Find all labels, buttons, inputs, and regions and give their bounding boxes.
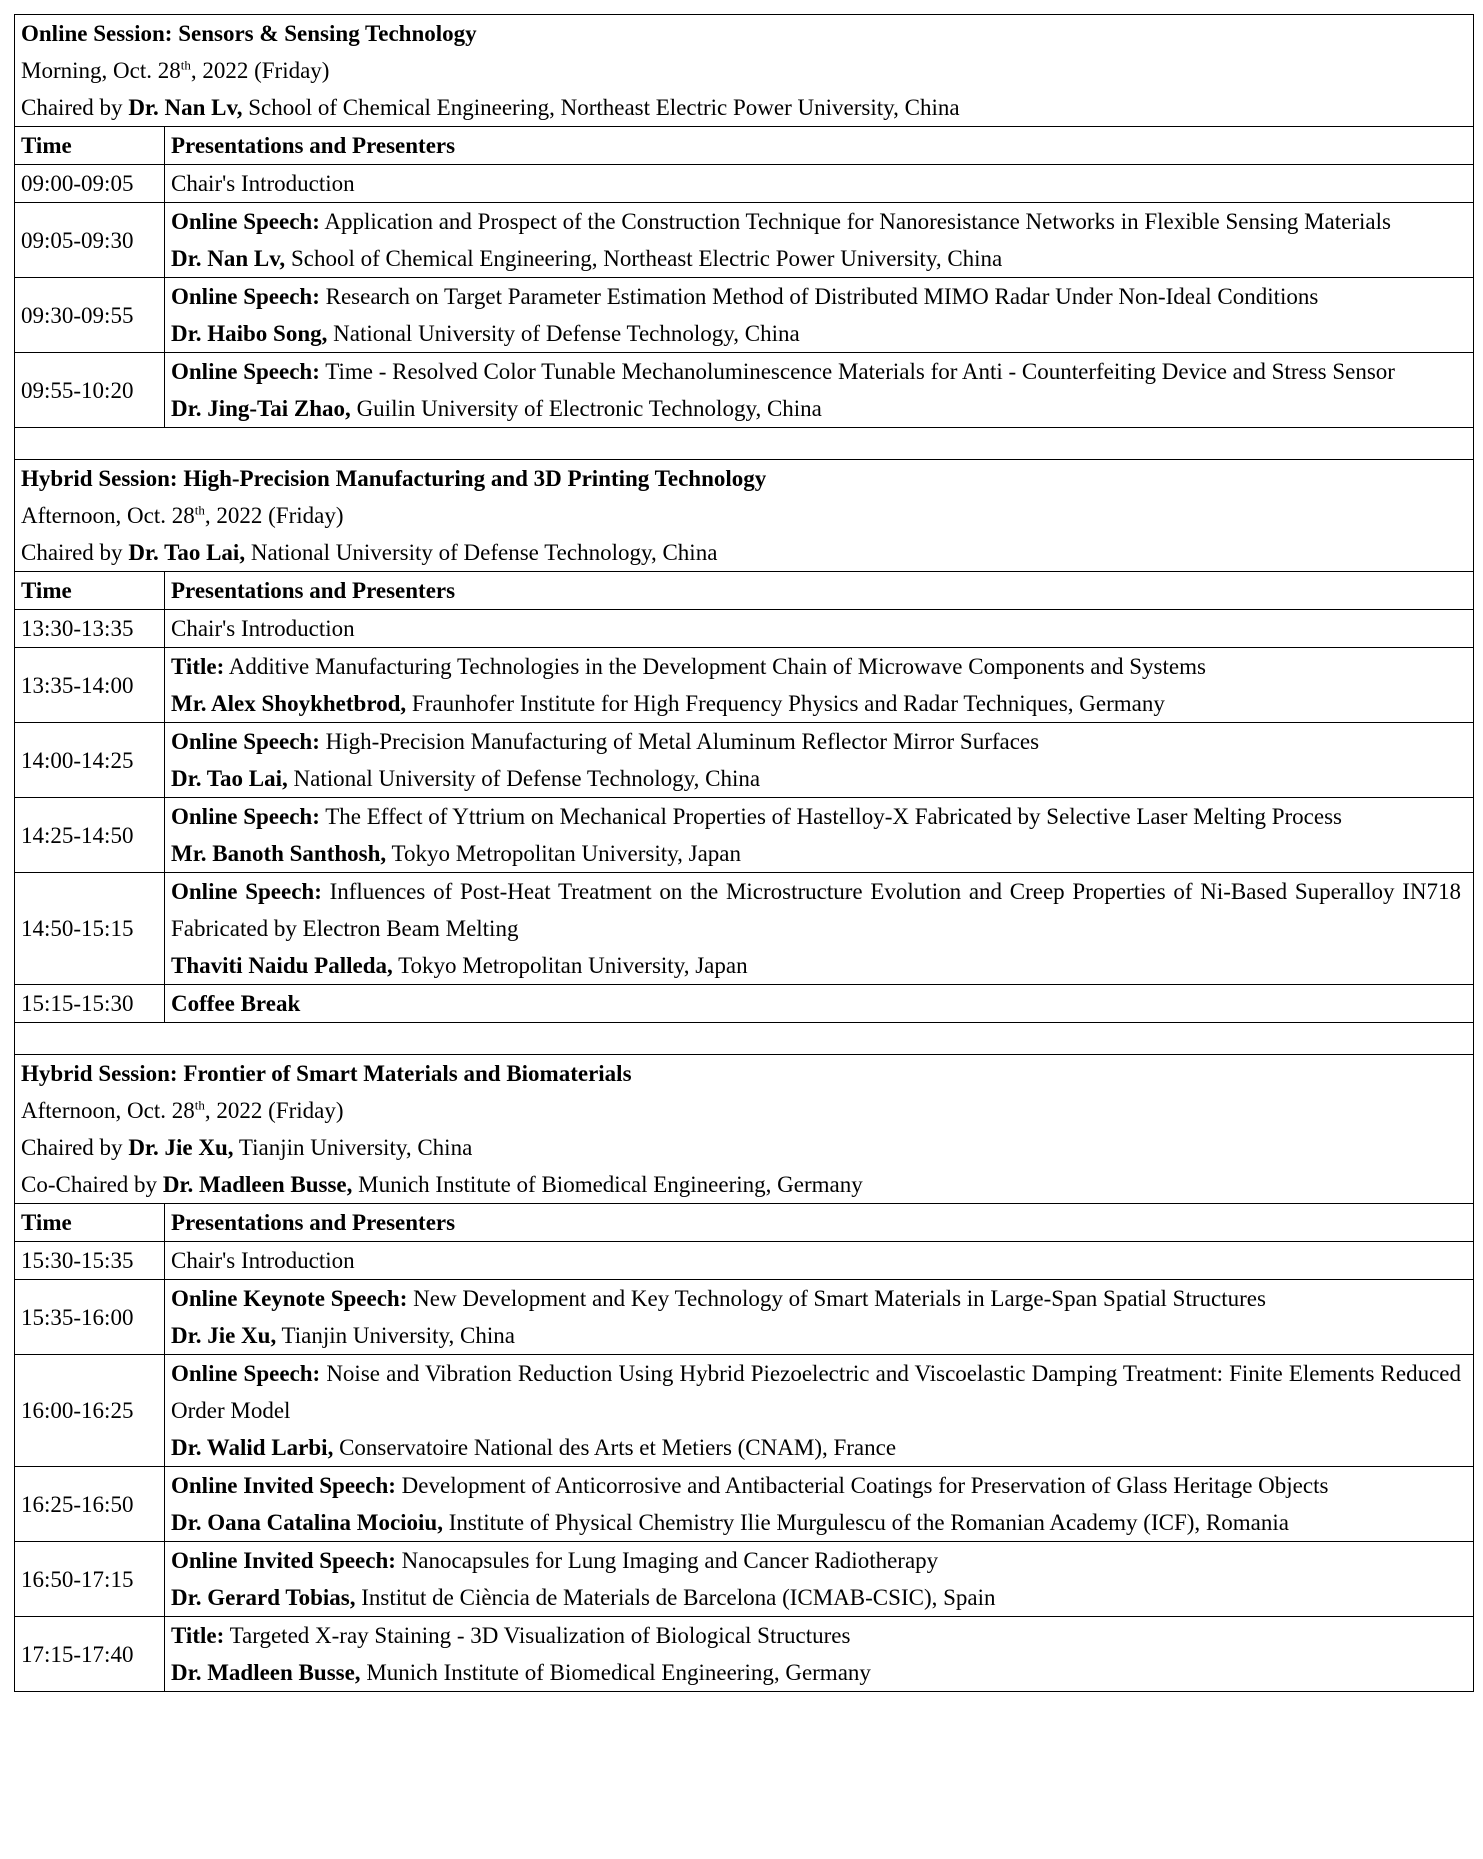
time-cell [15,165,165,203]
talk-type-label: Online Speech: [171,359,320,384]
time-cell [15,985,165,1023]
chair-affiliation: School of Chemical Engineering, Northeast Electric Power University, China [242,95,960,120]
talk-title-line [171,1617,1461,1654]
time-slot: 15:15-15:30 [21,991,134,1016]
presentation-cell [165,723,1474,798]
presentations-header-label: Presentations and Presenters [171,578,456,603]
talk-title: Research on Target Parameter Estimation Method of Distributed MIMO Radar Under Non-Ideal Conditions [319,284,1319,309]
time-column-header [15,127,165,165]
chair-name: Dr. Jie Xu, [128,1135,234,1160]
session-title-line [21,460,1461,497]
time-slot: 09:05-09:30 [21,227,134,253]
presentation-cell [165,610,1474,648]
schedule-row [15,1242,1474,1280]
time-slot: 15:35-16:00 [21,1304,134,1330]
time-cell [15,798,165,873]
presenter-name: Dr. Gerard Tobias, [171,1585,356,1610]
presenter-line [171,1429,1461,1466]
time-header-label: Time [21,133,72,158]
time-slot: 09:55-10:20 [21,377,134,403]
presenter-affiliation: Guilin University of Electronic Technology, China [350,396,822,421]
talk-type-label: Title: [171,1623,225,1648]
session-header-row [15,1055,1474,1204]
presentation-cell [165,1617,1474,1692]
schedule-row [15,985,1474,1023]
session-title-line [21,1055,1461,1092]
talk-title: The Effect of Yttrium on Mechanical Properties of Hastelloy-X Fabricated by Selective Laser Melting Process [319,804,1343,829]
session-chair-line [21,534,1461,571]
talk-title: Targeted X-ray Staining - 3D Visualization of Biological Structures [224,1623,851,1648]
presenter-name: Dr. Nan Lv, [171,246,286,271]
talk-title-line [171,723,1461,760]
presenter-affiliation: Tokyo Metropolitan University, Japan [392,953,748,978]
date-ordinal-suffix: th [180,57,191,73]
talk-title: Time - Resolved Color Tunable Mechanoluminescence Materials for Anti - Counterfeiting Device and Stress Sensor [319,359,1395,384]
presentation-cell [165,648,1474,723]
presenter-line [171,240,1461,277]
session-date-rest: , 2022 (Friday) [204,1098,344,1123]
schedule-row [15,278,1474,353]
talk-title: High-Precision Manufacturing of Metal Aluminum Reflector Mirror Surfaces [319,729,1040,754]
cochair-affiliation: Munich Institute of Biomedical Engineering, Germany [352,1172,863,1197]
presenter-line [171,1654,1461,1691]
schedule-row [15,1355,1474,1467]
chair-prefix: Chaired by [21,540,129,565]
presenter-line [171,1317,1461,1354]
presenter-name: Dr. Jing-Tai Zhao, [171,396,351,421]
talk-type-label: Online Speech: [171,209,320,234]
presentations-header-label: Presentations and Presenters [171,1210,456,1235]
chair-introduction: Chair's Introduction [171,171,355,196]
talk-type-label: Online Speech: [171,879,322,904]
presentation-cell [165,1280,1474,1355]
session-header [15,1055,1474,1204]
presentations-header-label: Presentations and Presenters [171,133,456,158]
schedule-row [15,203,1474,278]
talk-title-line [171,648,1461,685]
presenter-line [171,390,1461,427]
time-slot: 14:50-15:15 [21,916,134,941]
time-cell [15,723,165,798]
presenter-affiliation: National University of Defense Technology, China [327,321,800,346]
presenter-affiliation: Institute of Physical Chemistry Ilie Murgulescu of the Romanian Academy (ICF), Romania [442,1510,1289,1535]
session-header [15,15,1474,127]
presenter-line [171,835,1461,872]
time-slot: 13:35-14:00 [21,672,134,698]
time-cell [15,1467,165,1542]
session-title: Hybrid Session: Frontier of Smart Materials and Biomaterials [21,1061,632,1086]
column-header-row [15,127,1474,165]
presenter-affiliation: Fraunhofer Institute for High Frequency Physics and Radar Techniques, Germany [406,691,1165,716]
talk-title-line [171,1467,1461,1504]
column-header-row [15,1204,1474,1242]
time-slot: 14:00-14:25 [21,747,134,773]
talk-type-label: Online Speech: [171,284,320,309]
time-cell [15,278,165,353]
time-cell [15,873,165,985]
schedule-row [15,1542,1474,1617]
presentations-column-header [165,1204,1474,1242]
talk-title-line [171,873,1461,947]
chair-introduction: Chair's Introduction [171,1248,355,1273]
time-header-label: Time [21,1210,72,1235]
presenter-name: Dr. Jie Xu, [171,1323,277,1348]
presenter-name: Dr. Madleen Busse, [171,1660,361,1685]
schedule-table [14,14,1474,1692]
session-date-rest: , 2022 (Friday) [190,58,330,83]
session-header-row [15,15,1474,127]
talk-type-label: Online Invited Speech: [171,1473,396,1498]
presenter-affiliation: Conservatoire National des Arts et Metiers (CNAM), France [333,1435,897,1460]
talk-title-line [171,1542,1461,1579]
presenter-line [171,315,1461,352]
schedule-row [15,798,1474,873]
presenter-name: Dr. Tao Lai, [171,766,288,791]
presentation-cell [165,1467,1474,1542]
time-slot: 09:00-09:05 [21,171,134,196]
session-spacer-row [15,428,1474,460]
chair-name: Dr. Tao Lai, [128,540,246,565]
presentations-column-header [165,127,1474,165]
schedule-row [15,353,1474,428]
talk-title: Noise and Vibration Reduction Using Hybrid Piezoelectric and Viscoelastic Damping Treatment: Finite Elements Reduced Order Model [171,1361,1461,1423]
coffee-break: Coffee Break [171,991,301,1016]
talk-title-line [171,203,1461,240]
time-cell [15,1242,165,1280]
date-ordinal-suffix: th [194,502,205,518]
schedule-row [15,1617,1474,1692]
time-column-header [15,572,165,610]
presenter-line [171,1579,1461,1616]
presentation-cell [165,873,1474,985]
time-cell [15,610,165,648]
column-header-row [15,572,1474,610]
presenter-line [171,1504,1461,1541]
session-header [15,460,1474,572]
presenter-name: Dr. Haibo Song, [171,321,328,346]
time-column-header [15,1204,165,1242]
presentation-cell [165,278,1474,353]
date-ordinal-suffix: th [194,1097,205,1113]
talk-type-label: Online Speech: [171,804,320,829]
presentation-cell [165,798,1474,873]
time-cell [15,203,165,278]
time-slot: 15:30-15:35 [21,1248,134,1273]
talk-type-label: Title: [171,654,225,679]
talk-type-label: Online Speech: [171,729,320,754]
session-title-line [21,15,1461,52]
time-slot: 16:25-16:50 [21,1491,134,1517]
presenter-line [171,685,1461,722]
schedule-row [15,723,1474,798]
session-spacer-row [15,1023,1474,1055]
time-cell [15,1355,165,1467]
chair-affiliation: Tianjin University, China [233,1135,473,1160]
presenter-name: Mr. Alex Shoykhetbrod, [171,691,407,716]
session-date-rest: , 2022 (Friday) [204,503,344,528]
chair-introduction: Chair's Introduction [171,616,355,641]
chair-prefix: Chaired by [21,1135,129,1160]
schedule-row [15,165,1474,203]
time-cell [15,1280,165,1355]
talk-title: Nanocapsules for Lung Imaging and Cancer Radiotherapy [395,1548,939,1573]
time-slot: 16:00-16:25 [21,1398,134,1423]
time-slot: 14:25-14:50 [21,822,134,848]
time-slot: 09:30-09:55 [21,302,134,328]
session-cochair-line [21,1166,1461,1203]
time-cell [15,1542,165,1617]
cochair-prefix: Co-Chaired by [21,1172,163,1197]
talk-type-label: Online Invited Speech: [171,1548,396,1573]
spacer-cell [15,428,1474,460]
talk-title: Additive Manufacturing Technologies in the Development Chain of Microwave Components and Systems [224,654,1206,679]
session-title: Online Session: Sensors & Sensing Technology [21,21,477,46]
presentation-cell [165,203,1474,278]
chair-name: Dr. Nan Lv, [128,95,243,120]
presenter-affiliation: National University of Defense Technology, China [287,766,761,791]
chair-prefix: Chaired by [21,95,129,120]
presenter-name: Mr. Banoth Santhosh, [171,841,387,866]
talk-title-line [171,1280,1461,1317]
talk-title-line [171,353,1461,390]
talk-type-label: Online Keynote Speech: [171,1286,408,1311]
presentation-cell [165,1355,1474,1467]
presenter-name: Dr. Walid Larbi, [171,1435,334,1460]
presentation-cell [165,353,1474,428]
talk-title: New Development and Key Technology of Smart Materials in Large-Span Spatial Structures [407,1286,1266,1311]
session-date-line [21,52,1461,89]
talk-title: Influences of Post-Heat Treatment on the Microstructure Evolution and Creep Properties of Ni-Based Superalloy IN718 Fabricated by Electron Beam Melting [171,879,1461,941]
time-slot: 17:15-17:40 [21,1641,134,1667]
session-title: Hybrid Session: High-Precision Manufacturing and 3D Printing Technology [21,466,767,491]
presenter-line [171,760,1461,797]
presentations-column-header [165,572,1474,610]
time-slot: 13:30-13:35 [21,616,134,641]
schedule-row [15,1467,1474,1542]
talk-title-line [171,798,1461,835]
presenter-line [171,947,1461,984]
presentation-cell [165,1242,1474,1280]
presenter-name: Thaviti Naidu Palleda, [171,953,393,978]
schedule-row [15,648,1474,723]
talk-title: Development of Anticorrosive and Antibacterial Coatings for Preservation of Glass Heritage Objects [395,1473,1329,1498]
schedule-row [15,873,1474,985]
time-slot: 16:50-17:15 [21,1566,134,1592]
session-date: Afternoon, Oct. 28 [21,1098,195,1123]
session-chair-line [21,89,1461,126]
session-date: Afternoon, Oct. 28 [21,503,195,528]
presentation-cell [165,985,1474,1023]
session-date: Morning, Oct. 28 [21,58,181,83]
session-date-line [21,497,1461,534]
presenter-affiliation: Institut de Ciència de Materials de Barcelona (ICMAB-CSIC), Spain [355,1585,996,1610]
presenter-name: Dr. Oana Catalina Mocioiu, [171,1510,443,1535]
session-chair-line [21,1129,1461,1166]
presentation-cell [165,1542,1474,1617]
session-date-line [21,1092,1461,1129]
time-cell [15,1617,165,1692]
schedule-row [15,1280,1474,1355]
time-cell [15,353,165,428]
presenter-affiliation: Munich Institute of Biomedical Engineering, Germany [360,1660,871,1685]
spacer-cell [15,1023,1474,1055]
talk-title-line [171,1355,1461,1429]
schedule-row [15,610,1474,648]
time-header-label: Time [21,578,72,603]
talk-title-line [171,278,1461,315]
presentation-cell [165,165,1474,203]
presenter-affiliation: Tianjin University, China [276,1323,515,1348]
cochair-name: Dr. Madleen Busse, [162,1172,353,1197]
talk-type-label: Online Speech: [171,1361,321,1386]
talk-title: Application and Prospect of the Construction Technique for Nanoresistance Networks in Flexible Sensing Materials [319,209,1391,234]
session-header-row [15,460,1474,572]
presenter-affiliation: School of Chemical Engineering, Northeast Electric Power University, China [285,246,1003,271]
time-cell [15,648,165,723]
chair-affiliation: National University of Defense Technology, China [245,540,718,565]
presenter-affiliation: Tokyo Metropolitan University, Japan [386,841,742,866]
